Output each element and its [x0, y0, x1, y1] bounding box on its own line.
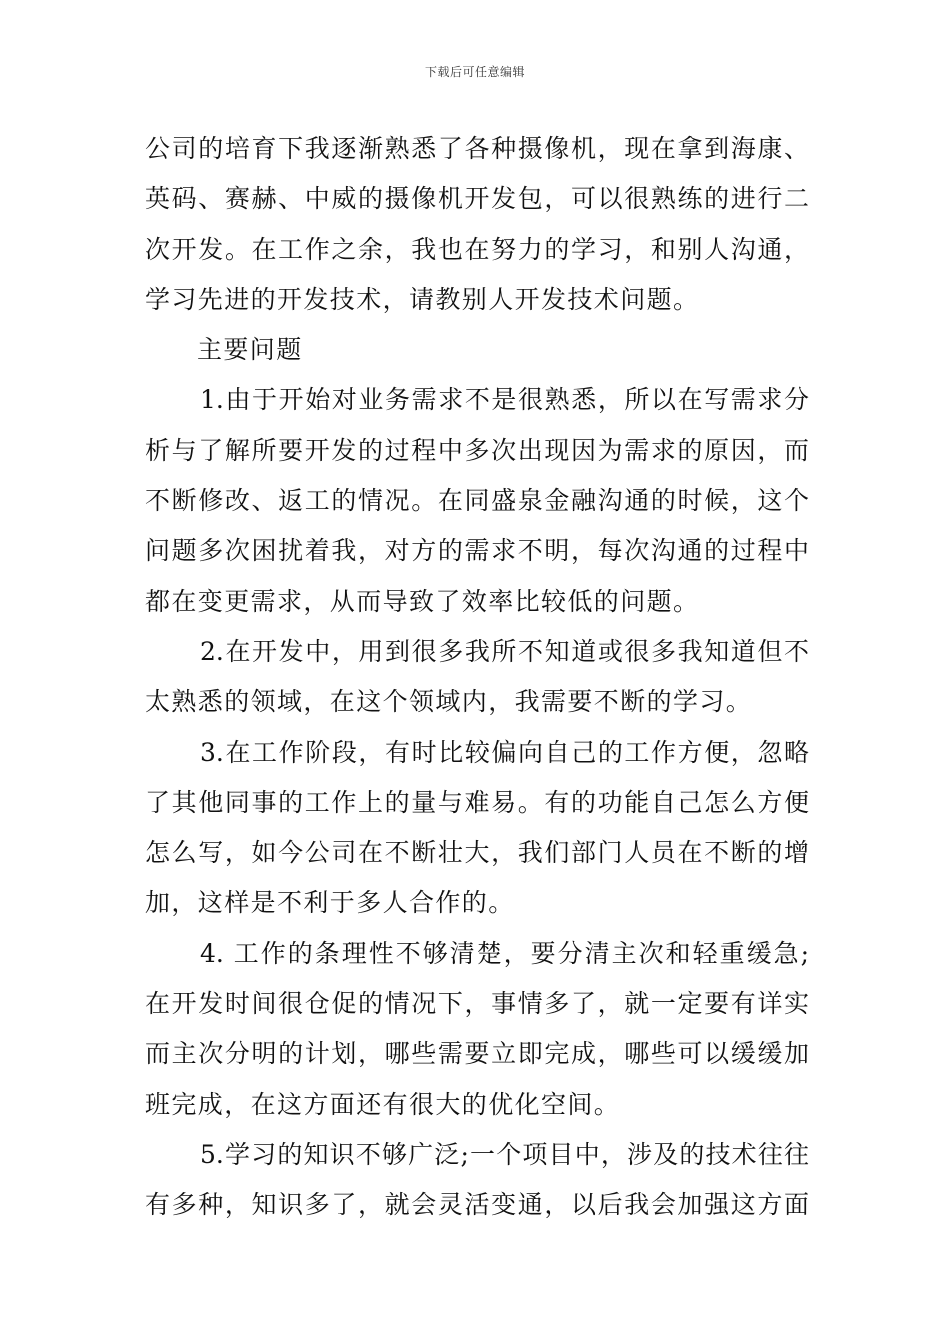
page-header: 下载后可任意编辑 — [424, 65, 525, 79]
text-line: 析与了解所要开发的过程中多次出现因为需求的原因，而 — [145, 435, 809, 465]
text-line: 5.学习的知识不够广泛;一个项目中，涉及的技术往往 — [200, 1139, 809, 1169]
text-line: 都在变更需求，从而导致了效率比较低的问题。 — [145, 586, 700, 616]
text-line: 不断修改、返工的情况。在同盛泉金融沟通的时候，这个 — [145, 486, 809, 516]
text-line: 加，这样是不利于多人合作的。 — [145, 888, 515, 918]
text-line: 太熟悉的领域，在这个领域内，我需要不断的学习。 — [145, 687, 753, 717]
text-line: 公司的培育下我逐渐熟悉了各种摄像机，现在拿到海康、 — [145, 134, 809, 163]
section-heading: 主要问题 — [197, 335, 303, 365]
text-line: 了其他同事的工作上的量与难易。有的功能自己怎么方便 — [145, 787, 809, 817]
text-line: 而主次分明的计划，哪些需要立即完成，哪些可以缓缓加 — [145, 1039, 809, 1069]
text-line: 2.在开发中，用到很多我所不知道或很多我知道但不 — [200, 636, 809, 666]
text-line: 班完成，在这方面还有很大的优化空间。 — [145, 1089, 621, 1119]
text-line: 3.在工作阶段，有时比较偏向自己的工作方便，忽略 — [200, 737, 809, 767]
text-line: 1.由于开始对业务需求不是很熟悉，所以在写需求分 — [200, 385, 809, 415]
text-line: 问题多次困扰着我，对方的需求不明，每次沟通的过程中 — [145, 536, 809, 566]
document-body — [145, 124, 809, 1231]
text-line: 英码、赛赫、中威的摄像机开发包，可以很熟练的进行二 — [145, 184, 809, 214]
text-line: 怎么写，如今公司在不断壮大，我们部门人员在不断的增 — [145, 838, 809, 868]
text-line: 在开发时间很仓促的情况下，事情多了，就一定要有详实 — [145, 989, 809, 1019]
text-line: 次开发。在工作之余，我也在努力的学习，和别人沟通， — [145, 234, 809, 264]
text-line: 学习先进的开发技术，请教别人开发技术问题。 — [145, 284, 700, 314]
text-line: 4. 工作的条理性不够清楚，要分清主次和轻重缓急; — [200, 938, 809, 968]
text-line: 有多种，知识多了，就会灵活变通，以后我会加强这方面 — [145, 1190, 809, 1220]
